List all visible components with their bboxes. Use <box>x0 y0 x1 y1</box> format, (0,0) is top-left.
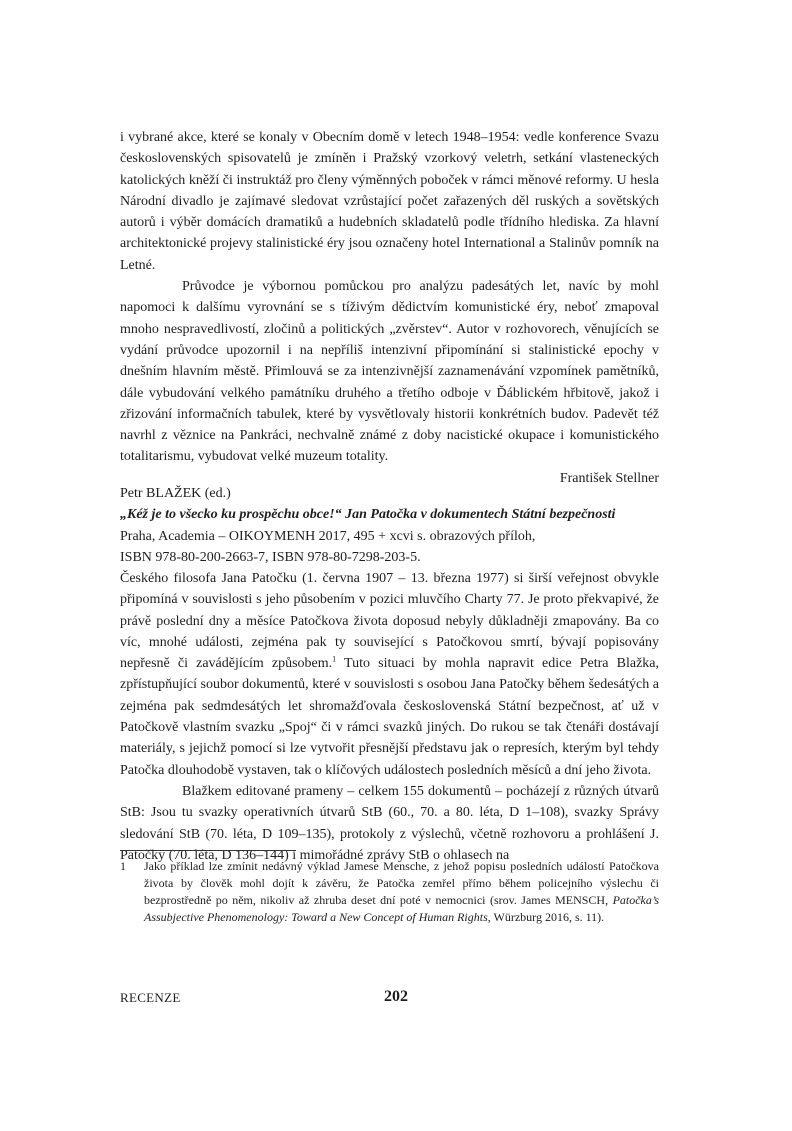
paragraph-text: Tuto situaci by mohla napravit edice Petra Blažka, zpřístupňující soubor dokumentů, které v souvislosti s osobou Jana Patočky během šedesátých a zejména pak sedmdesátých let shromažďovala československá Státní bezpečnost, ať už v Patočkově vlastním svazku „Spoj“ či v rámci svazků jiných. Do rukou se tak čtenáři dostávají materiály, s jejichž pomocí si lze vytvořit přesnější představu jak o represích, kterým byl tehdy Patočka dlouhodobě vystaven, tak o klíčových událostech posledních měsíců a dní jeho života. <box>120 656 659 778</box>
body-paragraph: Průvodce je výbornou pomůckou pro analýzu padesátých let, navíc by mohl napomoci k dalšímu vyrovnání se s tíživým dědictvím komunistické éry, neboť zmapoval mnoho nespravedlivostí, zločinů a politických „zvěrstev“. Autor v rozhovorech, věnujících se vydání průvodce upozornil i na nepříliš intenzivní připomínání si stalinistické epochy v dnešním hlavním městě. Přimlouvá se za intenzivnější zaznamenávání vzpomínek pamětníků, dále vybudování velkého památníku druhého a třetího odboje v Ďáblickém hřbitově, jakož i zřizování informačních tabulek, které by vysvětlovaly historii konkrétních budov. Padevět též navrhl z věznice na Pankráci, nechvalně známé z doby nacistické okupace i komunistického totalitarismu, vybudovat velké muzeum totality. <box>120 279 659 465</box>
book-isbn: ISBN 978-80-200-2663-7, ISBN 978-80-7298-203-5. <box>120 549 421 565</box>
body-paragraph: i vybrané akce, které se konaly v Obecním domě v letech 1948–1954: vedle konference Svazu československých spisovatelů je zmíněn i Pražský vzorkový veletrh, setkání vlasteneckých katolických kněží či instruktáž pro členy výměnných poboček v rámci měnové reformy. U hesla Národní divadlo je zajímavé sledovat vzrůstající počet zařazených děl ruských a sovětských autorů i výběr domácích dramatiků a hudebních skladatelů podle třídního hlediska. Za hlavní architektonické projevy stalinistické éry jsou označeny hotel International a Stalinův pomník na Letné. <box>120 130 659 273</box>
paragraph-text: Českého filosofa Jana Patočku (1. června 1907 – 13. března 1977) si širší veřejnost obvykle připomíná v souvislosti s jeho působením v pozici mluvčího Charty 77. Je proto překvapivé, že právě poslední dny a měsíce Patočkova života doposud nebyly důkladněji zmapovány. Ba co víc, mnohé události, zejména pak ty související s Patočkovou smrtí, bývají popisovány nepřesně či zavádějícím způsobem. <box>120 571 659 672</box>
book-editor: Petr BLAŽEK (ed.) <box>120 486 231 501</box>
book-title: „Kéž je to všecko ku prospěchu obce!“ Jan Patočka v dokumentech Státní bezpečnosti <box>120 507 616 523</box>
previous-review-ending <box>120 127 659 489</box>
footnote-text-part: Jako příklad lze zmínit nedávný výklad Jamese Mensche, z jehož popisu posledních událostí Patočkova života by člověk mohl dojít k závěru, že Patočka zemřel přímo během policejního výslechu či bezprostředně po něm, nikoliv až zhruba deset dní poté v nemocnici (srov. James MENSCH, <box>144 859 659 907</box>
footnote-divider <box>120 850 296 851</box>
reviewer-signature: František Stellner <box>559 470 659 486</box>
footnote-number: 1 <box>120 859 126 873</box>
review-bibliographic-header <box>120 483 659 568</box>
footnote-cited-title: Patočka’s Assubjective Phenomenology: Toward a New Concept of Human Rights <box>144 893 659 924</box>
body-paragraph: Blažkem editované prameny – celkem 155 dokumentů – pocházejí z různých útvarů StB: Jsou tu svazky operativních útvarů StB (60., 70. a 80. léta, D 1–108), svazky Správy sledování StB (70. léta, D 109–135), protokoly z výslechů, včetně rozhovoru a prohlášení J. Patočky (70. léta, D 136–144) i mimořádné zprávy StB o ohlasech na <box>120 783 659 863</box>
footnote-reference: 1 <box>332 654 337 664</box>
page-number: 202 <box>384 988 408 1005</box>
body-paragraph <box>120 568 659 781</box>
footnote-text <box>144 858 659 926</box>
book-publication: Praha, Academia – OIKOYMENH 2017, 495 + xcvi s. obrazových příloh, <box>120 528 536 544</box>
section-name: RECENZE <box>120 990 181 1005</box>
footnote-text-part: , Würzburg 2016, s. 11). <box>487 910 605 924</box>
footnote <box>120 858 659 926</box>
review-body <box>120 568 659 866</box>
running-footer <box>120 988 659 1010</box>
